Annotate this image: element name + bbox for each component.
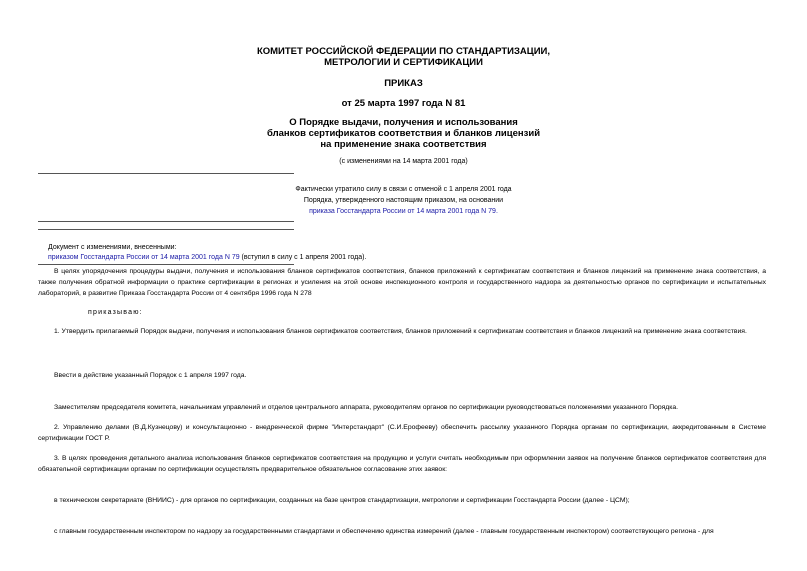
paragraph-2: 2. Управлению делами (В.Д.Кузнецову) и консультационно - внедренческой фирме "Интерстандарт" (С.И.Ерофееву) обеспечить рассылку указанного Порядка органам по сертификации, аккредитованным в Системе сертификации ГОСТ Р. bbox=[38, 424, 766, 442]
paragraph-1c: Заместителям председателя комитета, начальникам управлений и отделов центрального аппарата, руководителям органов по сертификации руководствоваться положениями указанного Порядка. bbox=[54, 404, 679, 411]
org-name-line2: МЕТРОЛОГИИ И СЕРТИФИКАЦИИ bbox=[324, 57, 483, 68]
doc-type: ПРИКАЗ bbox=[384, 78, 423, 89]
notice-link[interactable]: приказа Госстандарта России от 14 марта 2001 года N 79. bbox=[309, 208, 498, 215]
paragraph-3a: в техническом секретариате (ВНИИС) - для органов по сертификации, созданных на базе центров стандартизации, метрологии и сертификации Госстандарта России (далее - ЦСМ); bbox=[54, 497, 630, 504]
changes-line bbox=[48, 253, 366, 262]
title-line2: бланков сертификатов соответствия и бланков лицензий bbox=[266, 128, 541, 139]
divider bbox=[38, 173, 294, 174]
title-line3: на применение знака соответствия bbox=[320, 139, 487, 150]
divider bbox=[38, 221, 294, 222]
notice-line2: Порядка, утвержденного настоящим приказом, на основании bbox=[303, 197, 504, 204]
paragraph-1: 1. Утвердить прилагаемый Порядок выдачи, получения и использования бланков сертификатов соответствия, бланков приложений к сертификатам соответствия и бланков лицензий на применение знака соответствия. bbox=[54, 328, 747, 335]
paragraph-3: 3. В целях проведения детального анализа использования бланков сертификатов соответствия на продукцию и услуги считать необходимым при оформлении заявок на получение бланков сертификатов соответствия для обязательной сертификации органам по сертификации осуществлять предварительное обязательное согласование этих заявок: bbox=[38, 455, 766, 473]
order-word: приказываю: bbox=[88, 309, 143, 316]
date-number: от 25 марта 1997 года N 81 bbox=[341, 98, 466, 109]
paragraph-1b: Ввести в действие указанный Порядок с 1 апреля 1997 года. bbox=[54, 372, 247, 379]
changes-link[interactable]: приказом Госстандарта России от 14 марта 2001 года N 79 bbox=[48, 254, 240, 261]
title-line1: О Порядке выдачи, получения и использования bbox=[289, 117, 518, 128]
notice-line1: Фактически утратило силу в связи с отменой с 1 апреля 2001 года bbox=[295, 186, 512, 193]
paragraph-3b: с главным государственным инспектором по надзору за государственными стандартами и обеспечению единства измерений (далее - главным государственным инспектором) соответствующего региона - для bbox=[54, 528, 714, 535]
org-name-line1: КОМИТЕТ РОССИЙСКОЙ ФЕДЕРАЦИИ ПО СТАНДАРТИЗАЦИИ, bbox=[256, 46, 551, 57]
amendments-note: (с изменениями на 14 марта 2001 года) bbox=[339, 158, 468, 165]
preamble-paragraph: В целях упорядочения процедуры выдачи, получения и использования бланков сертификатов соответствия, бланков приложений к сертификатам соответствия и бланков лицензий на применение знака соответствия, а также получения обратной информации о практике сертификации в регионах и усиления на этой основе инспекционного контроля и государственного надзора за деятельностью органов по сертификации и испытательных лабораторий, в развитие Приказа Госстандарта России от 4 сентября 1996 года N 278 bbox=[38, 268, 766, 297]
changes-label: Документ с изменениями, внесенными: bbox=[48, 244, 177, 251]
divider bbox=[38, 264, 294, 265]
changes-suffix: (вступил в силу с 1 апреля 2001 года). bbox=[239, 254, 367, 261]
divider bbox=[38, 229, 294, 230]
